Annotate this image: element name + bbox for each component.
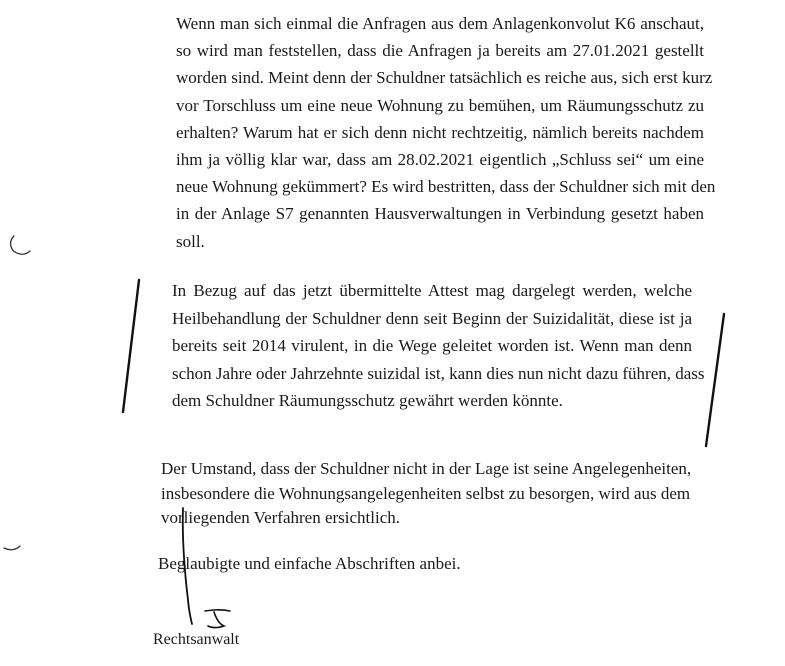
text-line: vorliegenden Verfahren ersichtlich. — [161, 508, 401, 527]
text-line: schon Jahre oder Jahrzehnte suizidal ist, kann dies nun nicht dazu führen, dass — [172, 363, 705, 383]
text-line: soll. — [176, 231, 205, 251]
paragraph-anfragen — [176, 14, 716, 260]
text-line: bereits seit 2014 virulent, in die Wege geleitet worden ist. Wenn man denn — [172, 336, 692, 356]
text-line: ihm ja völlig klar war, dass am 28.02.2021 eigentlich „Schluss sei“ um eine — [176, 149, 704, 169]
paragraph-attest — [172, 281, 705, 420]
text-line: Wenn man sich einmal die Anfragen aus dem Anlagenkonvolut K6 anschaut, — [176, 14, 704, 33]
signer-title: Rechtsanwalt — [153, 631, 240, 648]
text-line: erhalten? Warum hat er sich denn nicht rechtzeitig, nämlich bereits nachdem — [176, 122, 704, 142]
text-line: Beglaubigte und einfache Abschriften anbei. — [158, 554, 461, 573]
paragraph-abschriften — [158, 554, 461, 573]
text-line: so wird man feststellen, dass die Anfragen ja bereits am 27.01.2021 gestellt — [176, 41, 704, 61]
text-line: Der Umstand, dass der Schuldner nicht in der Lage ist seine Angelegenheiten, — [161, 459, 692, 478]
text-line: In Bezug auf das jetzt übermittelte Attest mag dargelegt werden, welche — [172, 281, 692, 300]
left-margin-bar — [123, 280, 139, 412]
text-line: vor Torschluss um eine neue Wohnung zu bemühen, um Räumungsschutz zu — [176, 95, 704, 115]
text-line: worden sind. Meint denn der Schuldner tatsächlich es reiche aus, sich erst kurz — [176, 68, 713, 88]
text-line: dem Schuldner Räumungsschutz gewährt werden könnte. — [172, 391, 563, 411]
text-line: insbesondere die Wohnungsangelegenheiten selbst zu besorgen, wird aus dem — [161, 483, 691, 503]
signature-mark — [205, 610, 230, 628]
text-line: neue Wohnung gekümmert? Es wird bestritten, dass der Schuldner sich mit den — [176, 177, 716, 197]
right-margin-bar — [706, 314, 724, 446]
margin-hook-mark — [11, 236, 30, 254]
paragraph-umstand — [161, 459, 692, 534]
margin-tick-mark — [4, 546, 20, 550]
text-line: in der Anlage S7 genannten Hausverwaltungen in Verbindung gesetzt haben — [176, 204, 704, 224]
text-line: Heilbehandlung der Schuldner denn seit Beginn der Suizidalität, diese ist ja — [172, 308, 692, 328]
